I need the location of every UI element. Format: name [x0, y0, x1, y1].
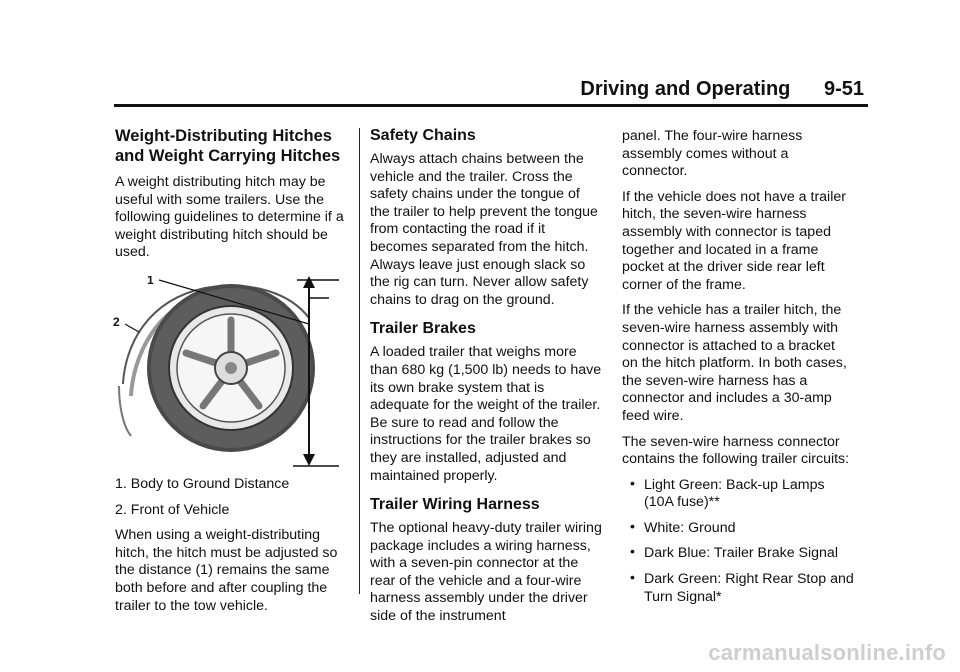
section-title: Driving and Operating	[580, 78, 791, 100]
bullet-icon: •	[630, 518, 635, 535]
paragraph-hitch-intro: A weight distributing hitch may be useful with some trailers. Use the following guidelines to determine if a weight distributing hitch should be used.	[115, 174, 344, 261]
paragraph-hitch-adjustment: When using a weight-distributing hitch, the hitch must be adjusted so the distance (1) remains the same both before and after coupling the trailer to the tow vehicle.	[115, 527, 338, 614]
bullet-icon: •	[630, 475, 635, 492]
trailer-circuits-list	[622, 477, 854, 607]
heading-safety-chains: Safety Chains	[370, 127, 476, 144]
list-item	[622, 520, 854, 538]
legend-item-2: 2. Front of Vehicle	[115, 501, 230, 518]
figure-legend	[115, 476, 347, 519]
heading-weight-distributing-hitches: Weight-Distributing Hitches and Weight Carrying Hitches	[115, 127, 341, 165]
heading-trailer-brakes: Trailer Brakes	[370, 320, 476, 338]
wheel-hitch-illustration	[113, 276, 345, 468]
paragraph-trailer-brakes: A loaded trailer that weighs more than 680 kg (1,500 lb) needs to have its own brake system that is adequate for the weight of the trailer. Be sure to read and follow the instructions for the trailer brakes so they are installed, adjusted and maintained properly.	[370, 344, 602, 484]
page-header	[580, 78, 864, 101]
circuit-label: Dark Green: Right Rear Stop and Turn Signal*	[644, 571, 854, 605]
bullet-icon: •	[630, 570, 635, 587]
callout-2: 2	[113, 314, 120, 329]
bullet-icon: •	[630, 544, 635, 561]
watermark: carmanualsonline.info	[708, 640, 946, 665]
circuit-label: Light Green: Back-up Lamps (10A fuse)**	[644, 476, 825, 511]
list-item	[622, 477, 854, 512]
column-right	[622, 128, 854, 614]
paragraph-trailer-wiring: The optional heavy-duty trailer wiring package includes a wiring harness, with a seven-pin connector at the rear of the vehicle and a four-wire harness assembly under the driver side of the instrument	[370, 520, 602, 625]
circuit-label: Dark Blue: Trailer Brake Signal	[644, 545, 838, 562]
header-rule	[114, 104, 868, 107]
page-number: 9-51	[823, 78, 864, 100]
list-item	[622, 545, 854, 563]
list-item	[622, 571, 854, 606]
heading-trailer-wiring-harness: Trailer Wiring Harness	[370, 496, 540, 514]
column-middle	[370, 126, 602, 634]
paragraph-four-wire-harness: panel. The four-wire harness assembly comes without a connector.	[622, 128, 803, 180]
circuit-label: White: Ground	[644, 519, 736, 536]
legend-item-1: 1. Body to Ground Distance	[115, 475, 290, 492]
column-left	[115, 126, 347, 623]
column-divider	[359, 128, 360, 594]
callout-1: 1	[147, 275, 154, 287]
paragraph-no-hitch: If the vehicle does not have a trailer hitch, the seven-wire harness assembly with connector is taped together and located in a frame pocket at the driver side rear left corner of the frame.	[622, 188, 846, 293]
paragraph-with-hitch: If the vehicle has a trailer hitch, the seven-wire harness assembly with connector is attached to a bracket on the hitch platform. In both cases, the seven-wire harness has a connector and includes a 30-amp feed wire.	[622, 302, 847, 424]
paragraph-safety-chains: Always attach chains between the vehicle and the trailer. Cross the safety chains under the tongue of the trailer to help prevent the tongue from contacting the road if it becomes separated from the hitch. Always leave just enough slack so the rig can turn. Never allow safety chains to drag on the ground.	[370, 151, 598, 308]
paragraph-circuits-intro: The seven-wire harness connector contains the following trailer circuits:	[622, 433, 850, 468]
